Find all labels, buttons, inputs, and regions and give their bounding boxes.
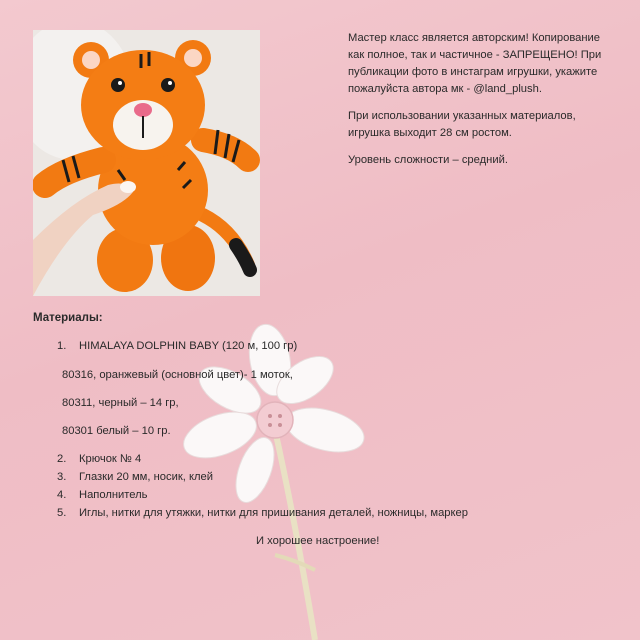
tiger-toy-photo [33, 30, 260, 296]
material-item-4 [57, 489, 148, 501]
material-item-3 [57, 471, 213, 483]
item-text: Наполнитель [79, 489, 148, 501]
color-line: 80301 белый – 10 гр. [62, 425, 171, 437]
item-number: 2. [57, 453, 67, 465]
item-number: 3. [57, 471, 67, 483]
item-number: 1. [57, 340, 67, 352]
material-item-5 [57, 507, 468, 519]
difficulty-note: Уровень сложности – средний. [348, 154, 508, 166]
copyright-notice: Мастер класс является авторским! Копирование как полное, так и частичное - ЗАПРЕЩЕНО! При публикации фото в инстаграм игрушки, укажите пожалуйста автора мк - @land_plush. [348, 32, 602, 95]
intro-text [348, 30, 618, 179]
item-text: Глазки 20 мм, носик, клей [79, 471, 213, 483]
color-line: 80311, черный – 14 гр, [62, 397, 179, 409]
materials-heading: Материалы: [33, 312, 103, 324]
color-line: 80316, оранжевый (основной цвет)- 1 моток, [62, 369, 293, 381]
item-number: 5. [57, 507, 67, 519]
size-note: При использовании указанных материалов, игрушка выходит 28 см ростом. [348, 110, 576, 139]
closing-line: И хорошее настроение! [256, 535, 380, 547]
material-item-1 [57, 340, 297, 352]
item-text: Крючок № 4 [79, 453, 142, 465]
item-number: 4. [57, 489, 67, 501]
item-text: Иглы, нитки для утяжки, нитки для пришивания деталей, ножницы, маркер [79, 507, 468, 519]
material-item-2 [57, 453, 141, 465]
item-text: HIMALAYA DOLPHIN BABY (120 м, 100 гр) [79, 340, 298, 352]
